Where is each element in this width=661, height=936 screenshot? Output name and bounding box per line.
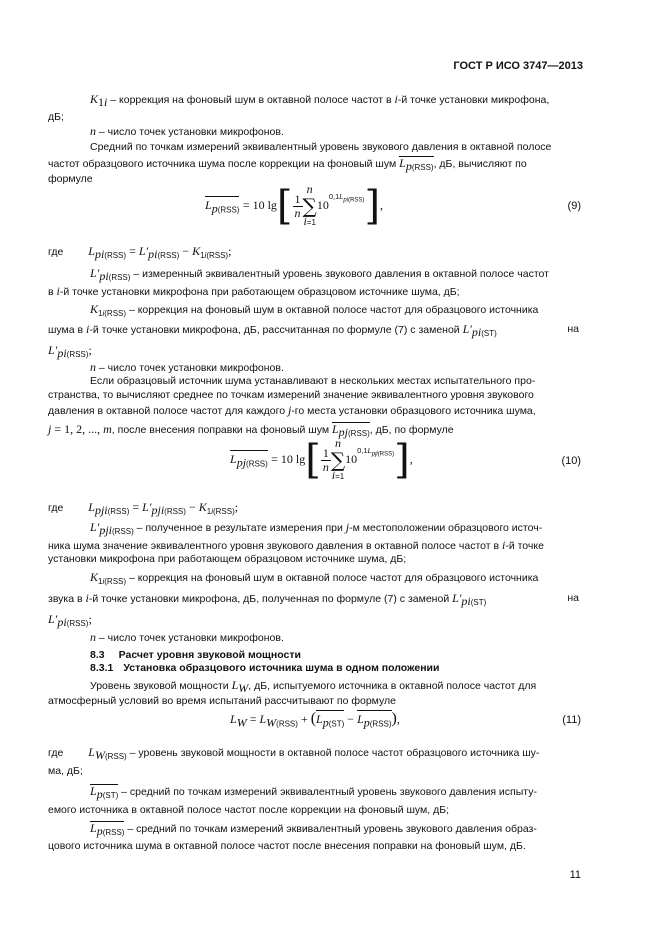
text-line: $L'_{pi(RSS)}$; [48, 612, 92, 630]
text-line: ма, дБ; [48, 765, 83, 777]
text-line: n – число точек установки микрофонов. [90, 360, 284, 374]
text-line: Средний по точкам измерений эквивалентный уровень звукового давления в октавной полосе [90, 141, 552, 153]
equation-number: (9) [567, 200, 581, 212]
text-line: атмосферный условий во время испытаний рассчитывают по формуле [48, 695, 396, 707]
text-line: формуле [48, 173, 93, 185]
section-heading: 8.3 Расчет уровня звуковой мощности [90, 649, 301, 661]
text-line: где $L_{pji(RSS)} = L'_{pji(RSS)} - K_{1i(RSS)}$; [48, 500, 239, 518]
text-line: $L'_{pji(RSS)}$ – полученное в результате измерения при j-м местоположении образцового источ- [90, 520, 543, 538]
text-line: частот образцового источника шума после коррекции на фоновый шум $L_{p(RSS)}$, дБ, вычисляют по [48, 156, 527, 174]
equation-10: $L_{pj(RSS)} = 10$ lg[ $\frac{1}{n}$ n ∑ $i=110^{0,1L_{pji(RSS)}}$], [230, 436, 413, 483]
text-line: $L'_{pi(RSS)}$ – измеренный эквивалентный уровень звукового давления в октавной полосе частот [90, 266, 549, 284]
text-line: Уровень звуковой мощности $L_W$, дБ, испытуемого источника в октавной полосе частот для [90, 678, 537, 696]
text-line: $L'_{pi(RSS)}$; [48, 343, 92, 361]
equation-11: $L_W = L_{W(RSS)} + (L_{p(ST)} - L_{p(RSS)})$, [230, 710, 400, 730]
text-line: шума в i-й точке установки микрофона, дБ, рассчитанная по формуле (7) с заменой $L'_{pi(ST)}$ на [48, 322, 579, 340]
document-header: ГОСТ Р ИСО 3747—2013 [453, 60, 583, 72]
text-line: цового источника шума в октавной полосе частот после внесения поправки на фоновый шум, дБ. [48, 840, 526, 852]
equation-number: (10) [561, 455, 581, 467]
text-line: странства, то вычисляют среднее по точкам измерений значение эквивалентного уровня звукового [48, 389, 534, 401]
text-line: $L_{p(RSS)}$ – средний по точкам измерений эквивалентный уровень звукового давления образ- [90, 821, 537, 839]
section-heading: 8.3.1 Установка образцового источника шума в одном положении [90, 662, 440, 674]
text-line: в i-й точке установки микрофона при работающем образцовом источнике шума, дБ; [48, 284, 460, 298]
text-line: емого источника в октавной полосе частот после коррекции на фоновый шум, дБ; [48, 804, 450, 816]
page-number: 11 [569, 869, 581, 881]
text-line: дБ; [48, 111, 64, 123]
text-line: ника шума значение эквивалентного уровня звукового давления в октавной полосе частот в i-й точке [48, 538, 544, 552]
equation-number: (11) [562, 714, 581, 726]
text-line: $K_{1i(RSS)}$ – коррекция на фоновый шум в октавной полосе частот для образцового источника [90, 302, 539, 319]
text-line: давления в октавной полосе частот для каждого j-го места установки образцового источника шума, [48, 403, 536, 417]
text-line: установки микрофона при работающем образцовом источнике шума, дБ; [48, 553, 407, 565]
text-line: j = 1, 2, ..., m, после внесения поправки на фоновый шум $L_{pj(RSS)}$, дБ, по формуле [48, 422, 454, 440]
text-line: $L_{p(ST)}$ – средний по точкам измерений эквивалентный уровень звукового давления испыту- [90, 784, 537, 802]
text-line: где $L_{W(RSS)}$ – уровень звуковой мощности в октавной полосе частот образцового источника шу- [48, 745, 540, 763]
text-line: $K_{1i}$ – коррекция на фоновый шум в октавной полосе частот в i-й точке установки микрофона, [90, 92, 550, 110]
text-line: где $L_{pi(RSS)} = L'_{pi(RSS)} - K_{1i(RSS)}$; [48, 244, 232, 262]
text-line: $K_{1i(RSS)}$ – коррекция на фоновый шум в октавной полосе частот для образцового источника [90, 570, 539, 587]
equation-9: $L_{p(RSS)} = 10$ lg[ $\frac{1}{n}$ n ∑ $i=110^{0,1L_{pi(RSS)}}$], [205, 182, 384, 229]
text-line: Если образцовый источник шума устанавливают в нескольких местах испытательного про- [90, 375, 536, 387]
text-line: звука в i-й точке установки микрофона, дБ, полученная по формуле (7) с заменой $L'_{pi(ST)}$ на [48, 591, 579, 609]
text-line: n – число точек установки микрофонов. [90, 124, 284, 138]
text-line: n – число точек установки микрофонов. [90, 630, 284, 644]
